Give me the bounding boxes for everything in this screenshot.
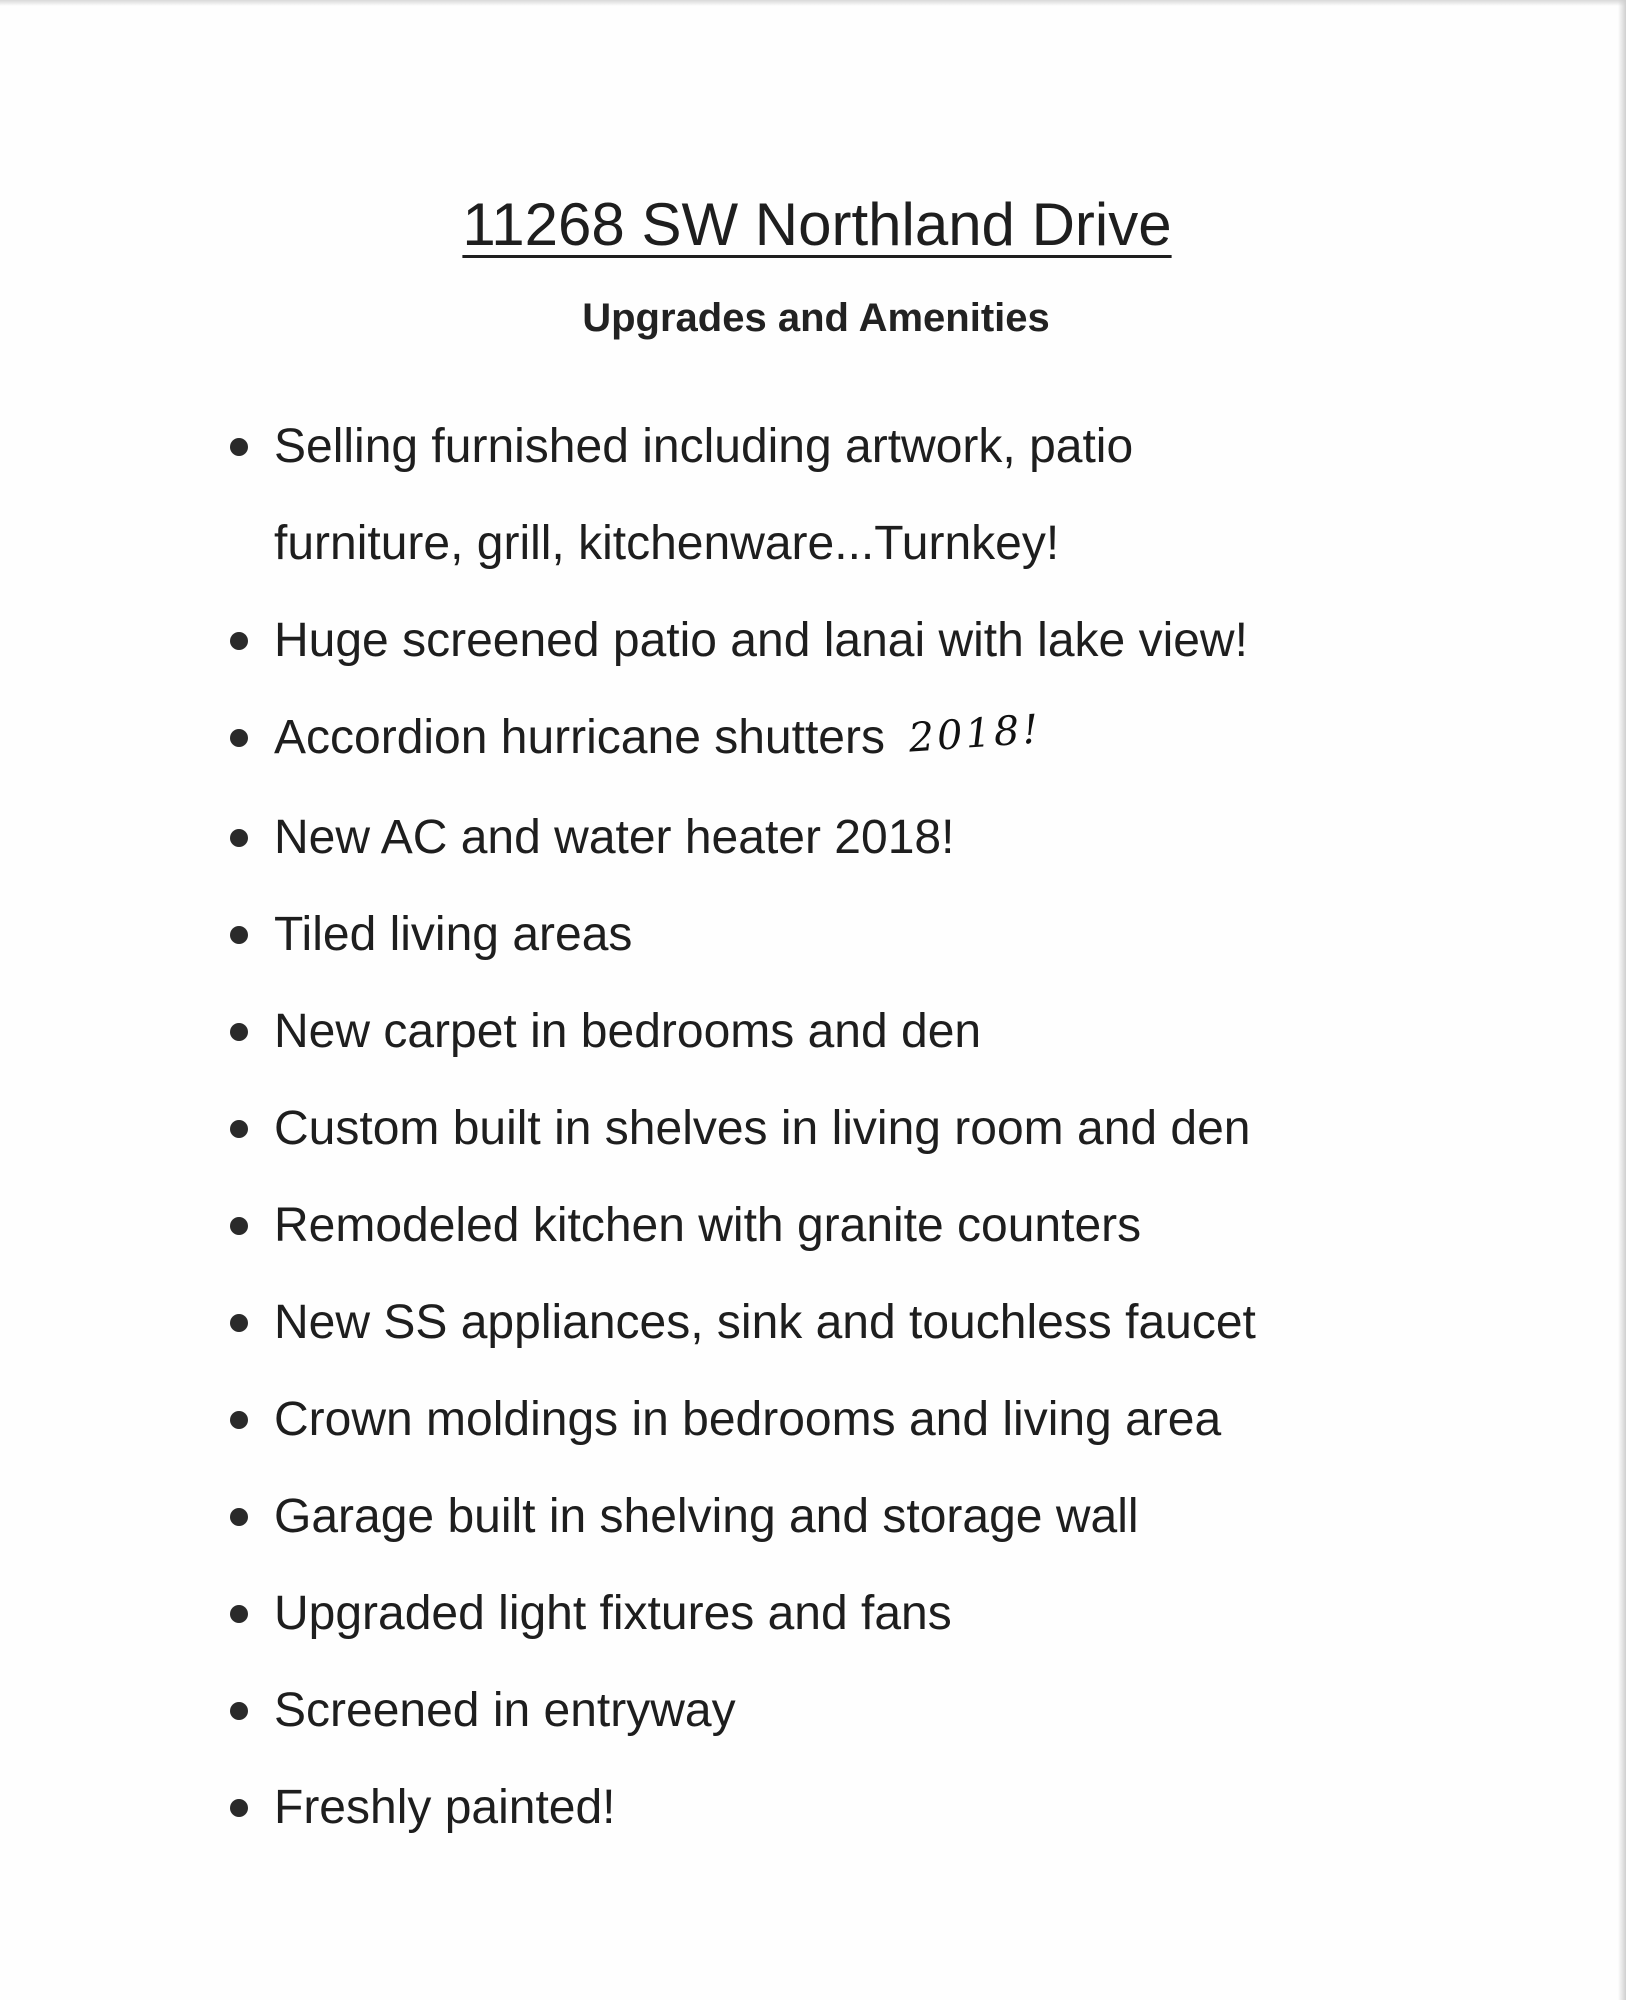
list-item	[222, 689, 1422, 789]
bullet-icon	[230, 1799, 248, 1817]
list-item-text: New AC and water heater 2018!	[274, 811, 955, 864]
bullet-icon	[230, 1605, 248, 1623]
list-item	[222, 1080, 1422, 1177]
list-item	[222, 789, 1422, 886]
list-item	[222, 1759, 1422, 1856]
list-item-text: Screened in entryway	[274, 1684, 736, 1737]
bullet-icon	[230, 1411, 248, 1429]
bullet-icon	[230, 829, 248, 847]
list-item-text: Tiled living areas	[274, 908, 633, 961]
scan-edge-top	[0, 0, 1626, 6]
bullet-icon	[230, 632, 248, 650]
list-item	[222, 1565, 1422, 1662]
list-item-text: Selling furnished including artwork, patio	[274, 420, 1134, 473]
bullet-icon	[230, 1120, 248, 1138]
list-item	[222, 1274, 1422, 1371]
document-subtitle: Upgrades and Amenities	[582, 296, 1050, 340]
bullet-icon	[230, 1702, 248, 1720]
bullet-icon	[230, 1023, 248, 1041]
list-item-text: Crown moldings in bedrooms and living area	[274, 1393, 1222, 1446]
list-item-text: Custom built in shelves in living room and den	[274, 1102, 1251, 1155]
list-item-text: furniture, grill, kitchenware...Turnkey!	[274, 517, 1060, 570]
list-item-text: Accordion hurricane shutters	[274, 711, 885, 764]
list-item	[222, 1468, 1422, 1565]
bullet-icon	[230, 926, 248, 944]
bullet-icon	[230, 1508, 248, 1526]
list-item-text: New carpet in bedrooms and den	[274, 1005, 982, 1058]
list-item	[222, 398, 1422, 495]
list-item-text: Huge screened patio and lanai with lake view!	[274, 614, 1248, 667]
list-item	[222, 1662, 1422, 1759]
list-item-text: Remodeled kitchen with granite counters	[274, 1199, 1142, 1252]
handwritten-note: 2018!	[907, 706, 1043, 762]
bullet-icon	[230, 438, 248, 456]
list-item	[222, 1177, 1422, 1274]
list-item	[222, 1371, 1422, 1468]
amenities-list	[222, 398, 1422, 1856]
document-title-wrapper	[0, 190, 1626, 259]
list-item	[222, 886, 1422, 983]
document-title: 11268 SW Northland Drive	[462, 191, 1172, 258]
list-item-text: Freshly painted!	[274, 1781, 616, 1834]
list-item-text: Upgraded light fixtures and fans	[274, 1587, 952, 1640]
list-item-continuation	[222, 495, 1422, 592]
list-item	[222, 983, 1422, 1080]
bullet-icon	[230, 1314, 248, 1332]
list-item	[222, 592, 1422, 689]
list-item-text: Garage built in shelving and storage wall	[274, 1490, 1139, 1543]
bullet-icon	[230, 729, 248, 747]
bullet-icon	[230, 1217, 248, 1235]
list-item-text: New SS appliances, sink and touchless faucet	[274, 1296, 1256, 1349]
